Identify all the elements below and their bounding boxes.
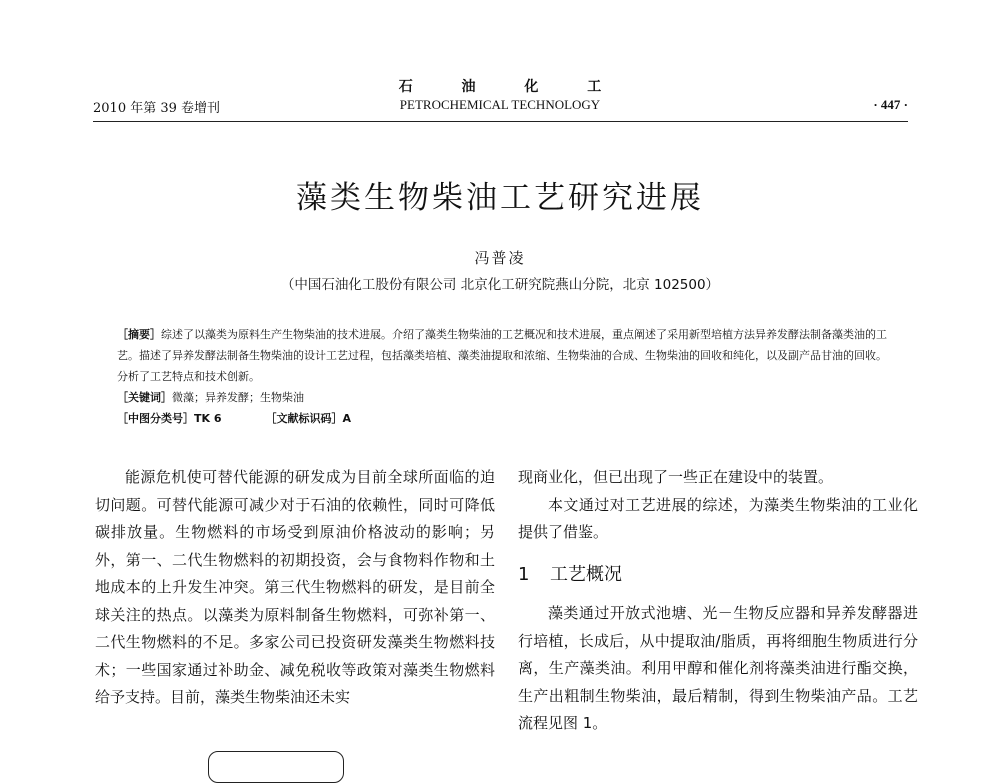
keywords-text: 微藻；异养发酵；生物柴油 — [172, 391, 304, 404]
article-title: 藻类生物柴油工艺研究进展 — [296, 180, 704, 216]
keywords-line — [117, 387, 887, 408]
body-right-column — [518, 464, 918, 738]
doc-code-label: ［文献标识码］ — [265, 412, 343, 425]
clc-value: TK 6 — [194, 412, 222, 425]
author-affiliation: （中国石油化工股份有限公司 北京化工研究院燕山分院，北京 102500） — [280, 277, 720, 293]
clc-label: ［中图分类号］ — [117, 412, 194, 425]
section-number: 1 — [518, 563, 530, 585]
figure-box-fragment — [208, 751, 344, 783]
issue-info: 2010 年第 39 卷增刊 — [93, 101, 221, 116]
abstract-paragraph — [117, 324, 887, 387]
section-heading — [518, 561, 918, 589]
abstract-label: ［摘要］ — [117, 328, 161, 341]
journal-name-en: PETROCHEMICAL TECHNOLOGY — [399, 97, 601, 112]
body-paragraph: 本文通过对工艺进展的综述，为藻类生物柴油的工业化提供了借鉴。 — [518, 495, 918, 541]
abstract-text: 综述了以藻类为原料生产生物柴油的技术进展。介绍了藻类生物柴油的工艺概况和技术进展，重点阐述了采用新型培植方法异养发酵法制备藻类油的工艺。描述了异养发酵法制备生物柴油的设计工艺过程，包括藻类培植、藻类油提取和浓缩、生物柴油的合成、生物柴油的回收和纯化，以及副产品甘油的回收。分析了工艺特点和技术创新。 — [117, 328, 887, 383]
keywords-label: ［关键词］ — [117, 391, 172, 404]
body-left-column — [95, 464, 495, 712]
doc-code-value: A — [342, 412, 352, 425]
page-number: · 447 · — [873, 97, 908, 112]
author-name: 冯普凌 — [474, 249, 526, 267]
body-paragraph: 能源危机使可替代能源的研发成为目前全球所面临的迫切问题。可替代能源可减少对于石油的依赖性，同时可降低碳排放量。生物燃料的市场受到原油价格波动的影响；另外，第一、二代生物燃料的初期投资，会与食物料作物和土地成本的上升发生冲突。第三代生物燃料的研发，是目前全球关注的热点。以藻类为原料制备生物燃料，可弥补第一、二代生物燃料的不足。多家公司已投资研发藻类生物燃料技术；一些国家通过补助金、减免税收等政策对藻类生物燃料给予支持。目前，藻类生物柴油还未实 — [95, 468, 495, 706]
journal-name-cn: 石 油 化 工 — [398, 79, 624, 95]
section-title: 工艺概况 — [550, 563, 622, 585]
body-paragraph: 现商业化，但已出现了一些正在建设中的装置。 — [518, 468, 834, 486]
classification-line — [117, 408, 887, 429]
header-rule — [93, 121, 908, 122]
abstract-block — [117, 324, 887, 429]
body-paragraph: 藻类通过开放式池塘、光－生物反应器和异养发酵器进行培植，长成后，从中提取油/脂质，再将细胞生物质进行分离，生产藻类油。利用甲醇和催化剂将藻类油进行酯交换，生产出粗制生物柴油，最后精制，得到生物柴油产品。工艺流程见图 1。 — [518, 604, 918, 732]
